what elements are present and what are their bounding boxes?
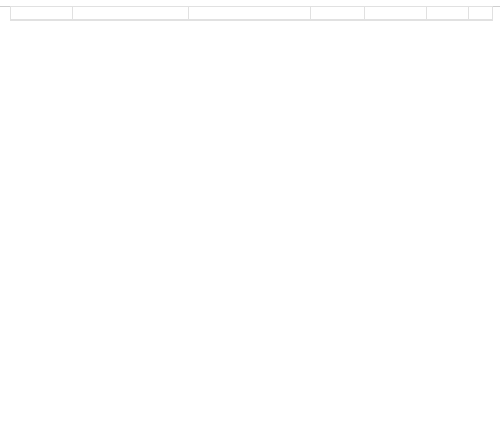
column-header-names	[73, 7, 189, 20]
cell-flag	[469, 20, 493, 21]
cell-code	[427, 20, 469, 21]
column-header-note	[311, 7, 365, 20]
cell-note	[311, 20, 365, 21]
cell-names	[73, 20, 189, 21]
cell-details	[189, 20, 311, 21]
roster-table-body	[11, 20, 493, 21]
table-row	[11, 20, 493, 21]
column-header-flag	[469, 7, 493, 20]
column-header-code	[427, 7, 469, 20]
column-header-status	[365, 7, 427, 20]
column-header-date	[11, 7, 73, 20]
cell-status	[365, 20, 427, 21]
cell-date	[11, 20, 73, 21]
column-header-details	[189, 7, 311, 20]
table-header-row	[11, 7, 493, 20]
roster-table	[10, 6, 493, 21]
